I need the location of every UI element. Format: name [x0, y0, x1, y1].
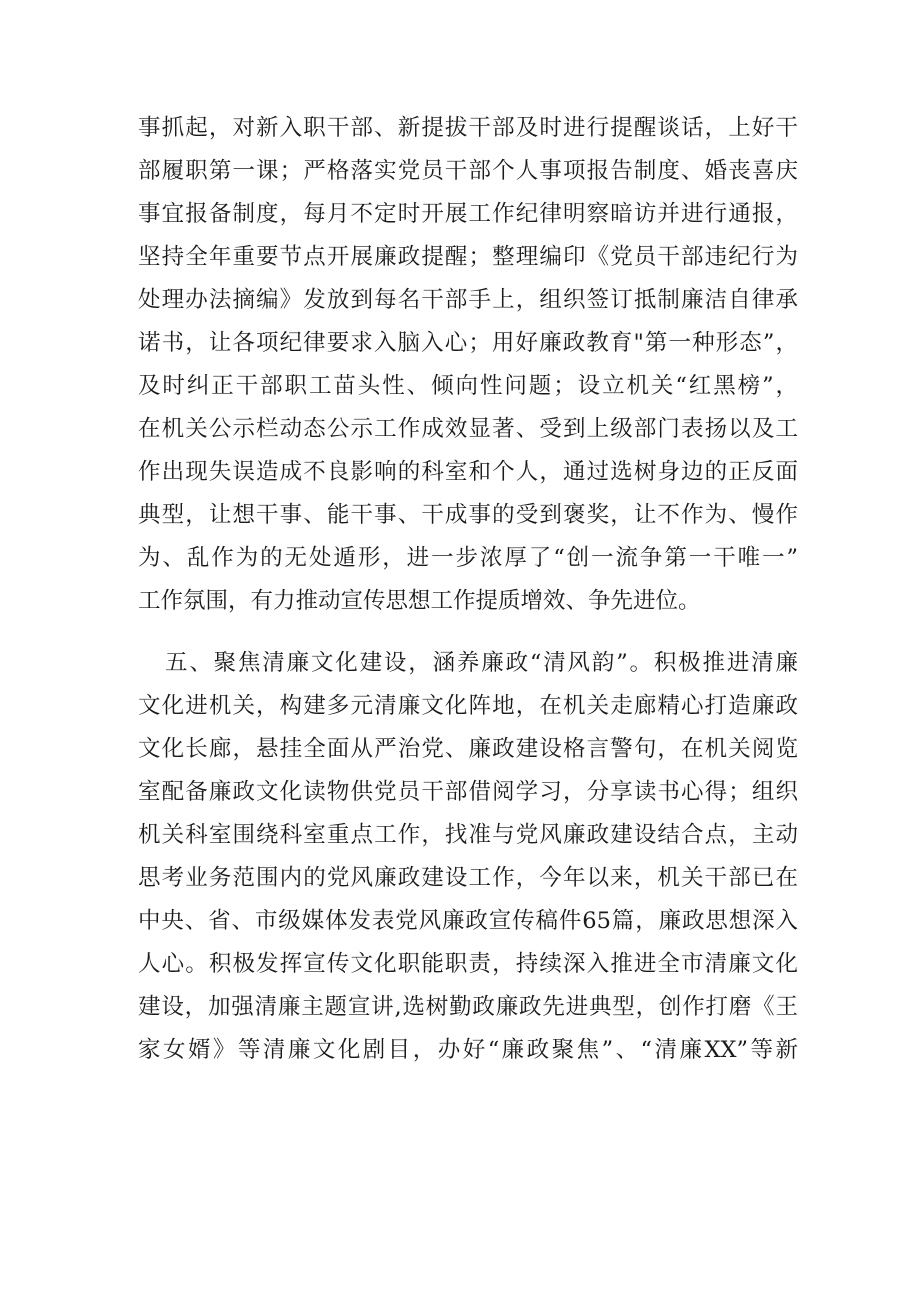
text-line: 为、乱作为的无处遁形，进一步浓厚了“创一流争第一干唯一” [138, 545, 798, 571]
text-line: 文化进机关，构建多元清廉文化阵地，在机关走廊精心打造廉政 [138, 693, 798, 719]
text-line: 人心。积极发挥宣传文化职能职责，持续深入推进全市清廉文化 [138, 951, 798, 977]
text-line: 室配备廉政文化读物供党员干部借阅学习，分享读书心得；组织 [138, 779, 798, 805]
text-line: 及时纠正干部职工苗头性、倾向性问题；设立机关“红黑榜”， [138, 373, 798, 399]
text-line: 处理办法摘编》发放到每名干部手上，组织签订抵制廉洁自律承 [138, 287, 798, 313]
text-line: 部履职第一课；严格落实党员干部个人事项报告制度、婚丧喜庆 [138, 158, 798, 184]
text-line: 事抓起，对新入职干部、新提拔干部及时进行提醒谈话，上好干 [138, 115, 798, 141]
text-line: 建设，加强清廉主题宣讲,选树勤政廉政先进典型，创作打磨《王 [138, 994, 798, 1020]
paragraph-heading-line: 五、聚焦清廉文化建设，涵养廉政“清风韵”。积极推进清廉 [165, 650, 798, 676]
text-line: 文化长廊，悬挂全面从严治党、廉政建设格言警句，在机关阅览 [138, 736, 798, 762]
text-line: 坚持全年重要节点开展廉政提醒；整理编印《党员干部违纪行为 [138, 244, 798, 270]
text-line: 事宜报备制度，每月不定时开展工作纪律明察暗访并进行通报， [138, 201, 798, 227]
text-line: 在机关公示栏动态公示工作成效显著、受到上级部门表扬以及工 [138, 416, 798, 442]
text-line: 工作氛围，有力推动宣传思想工作提质增效、争先进位。 [138, 588, 701, 614]
text-line: 中央、省、市级媒体发表党风廉政宣传稿件65篇，廉政思想深入 [138, 908, 798, 934]
text-line: 典型，让想干事、能干事、干成事的受到褒奖，让不作为、慢作 [138, 502, 798, 528]
text-line: 作出现失误造成不良影响的科室和个人，通过选树身边的正反面 [138, 459, 798, 485]
text-line: 诺书，让各项纪律要求入脑入心；用好廉政教育"第一种形态”， [138, 330, 798, 356]
text-line: 思考业务范围内的党风廉政建设工作，今年以来，机关干部已在 [138, 865, 798, 891]
text-line: 机关科室围绕科室重点工作，找准与党风廉政建设结合点，主动 [138, 822, 798, 848]
text-line: 家女婿》等清廉文化剧目，办好“廉政聚焦”、“清廉XX”等新 [138, 1037, 798, 1063]
